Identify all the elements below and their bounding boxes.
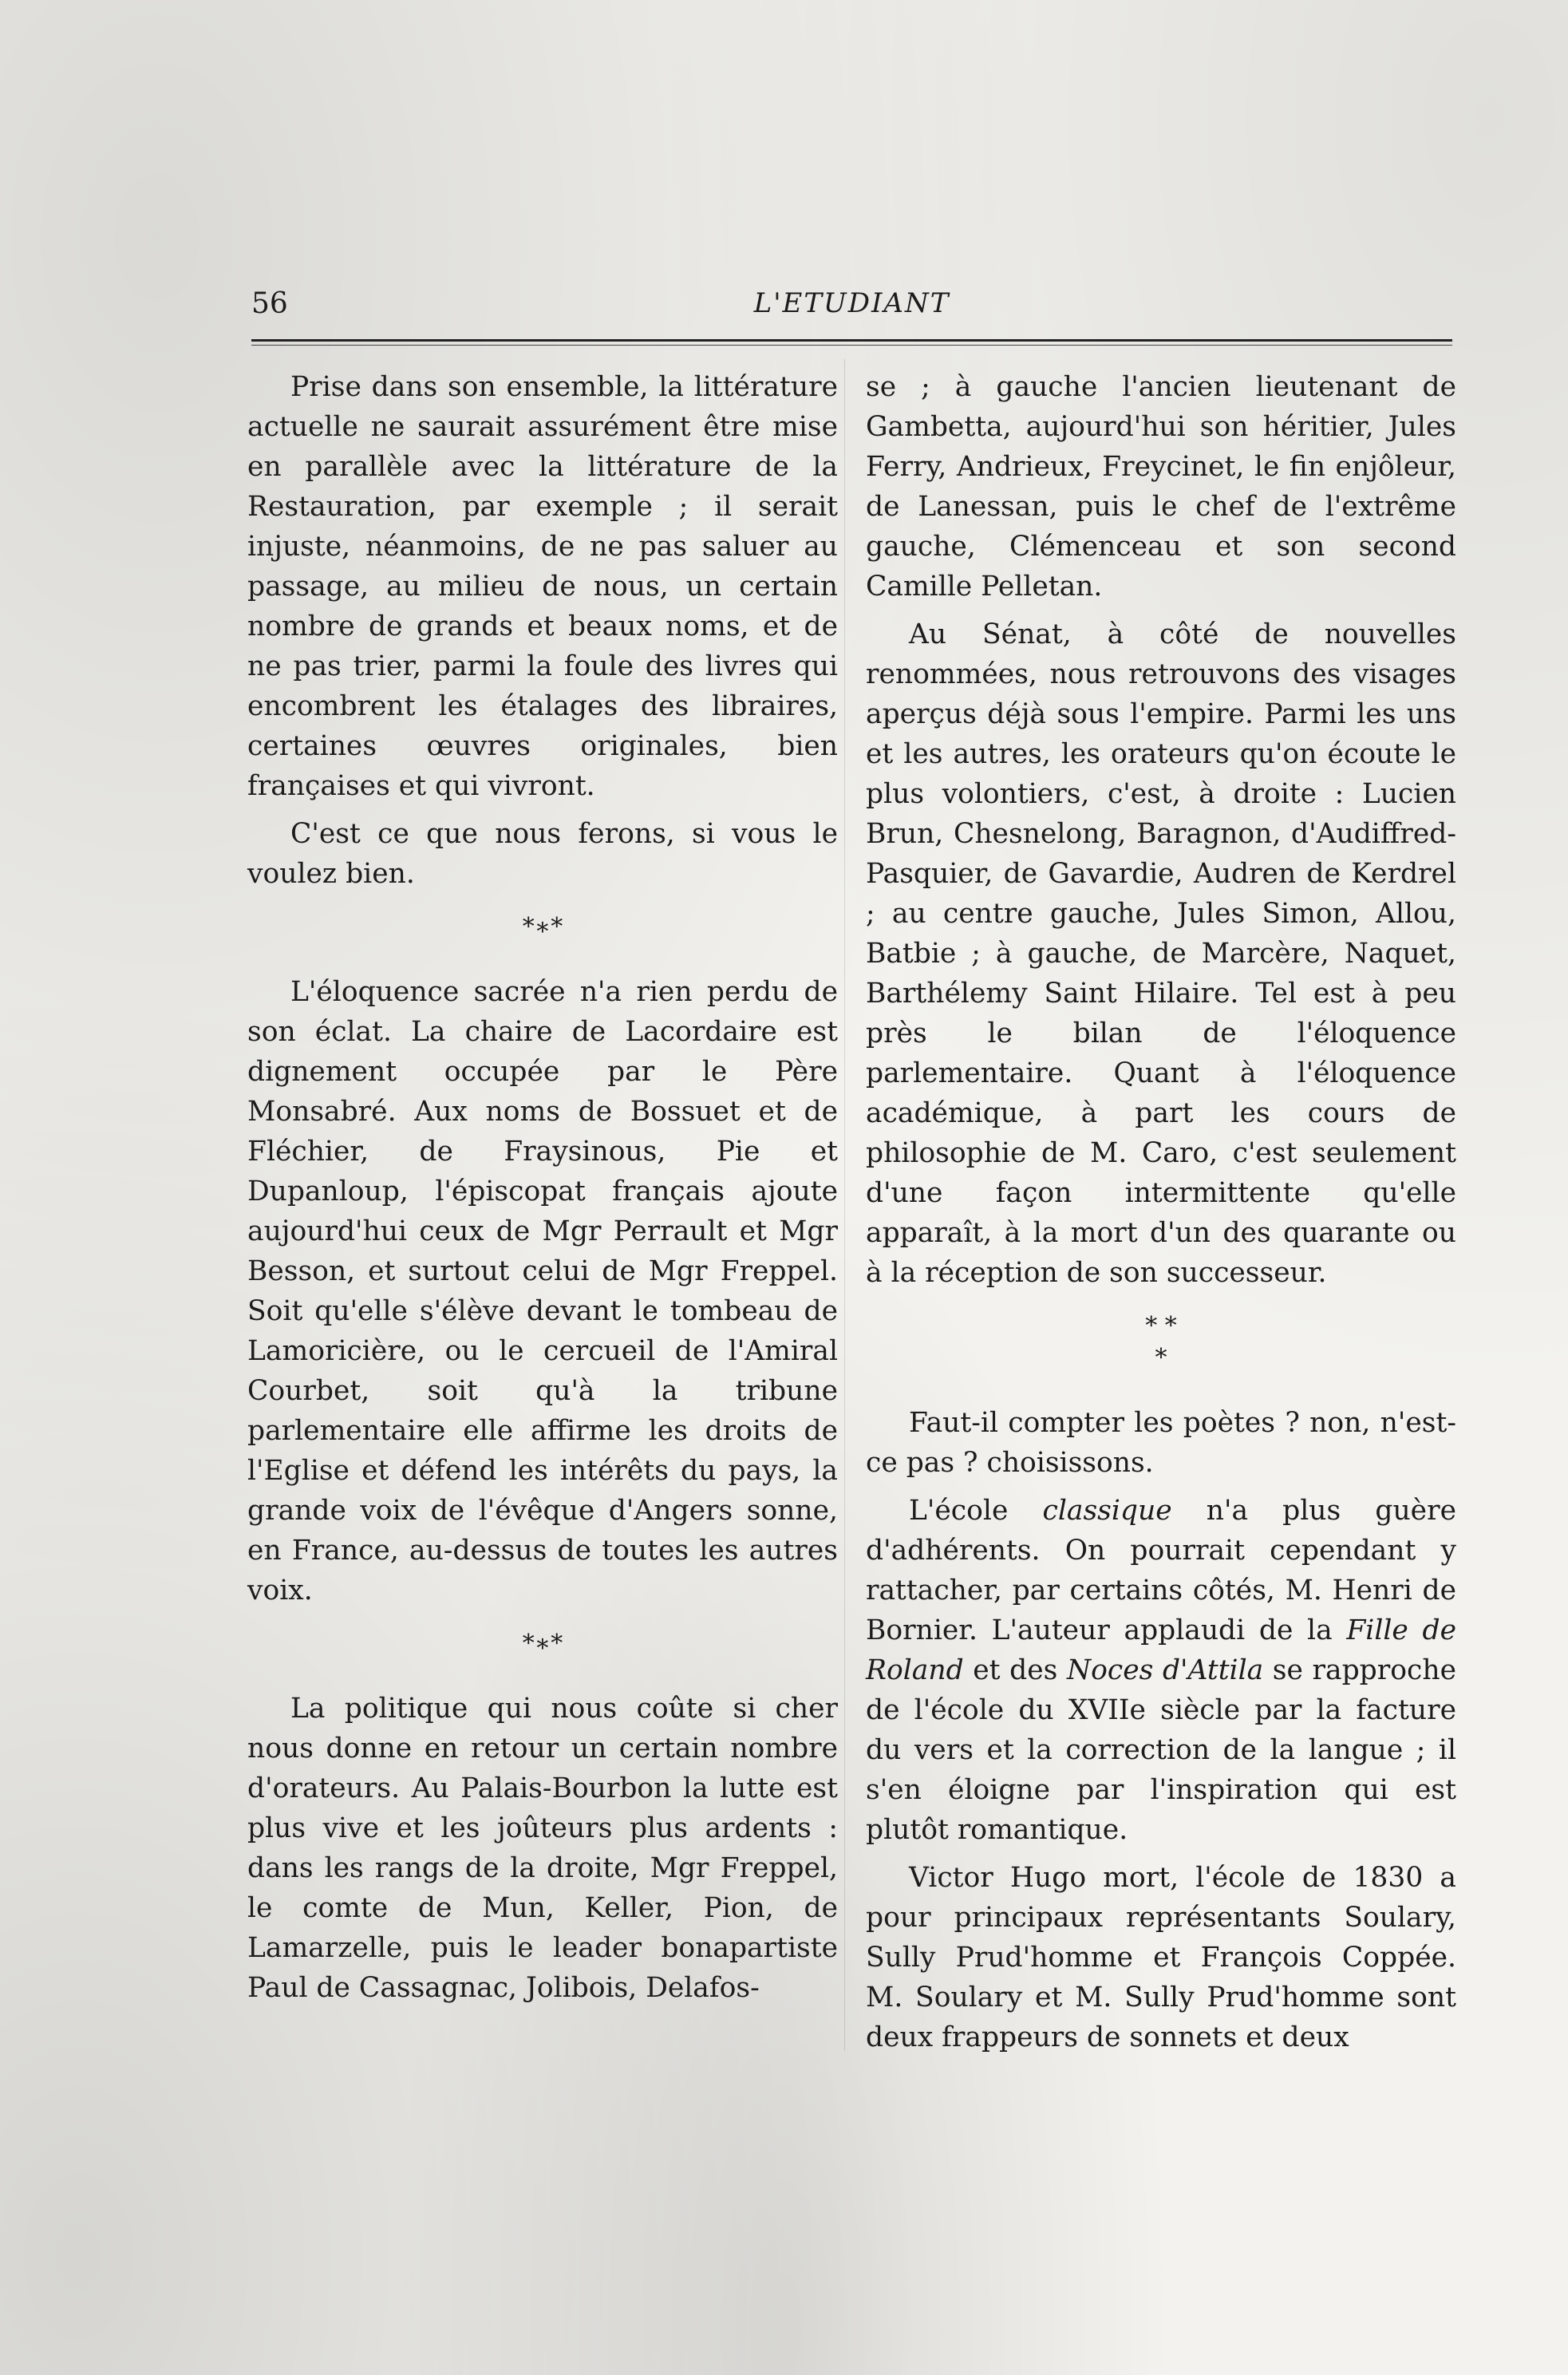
paragraph-eloquence-sacree: L'éloquence sacrée n'a rien perdu de son éclat. La chaire de Lacordaire est dignement occupée par le Père Monsabré. Aux noms de Bossuet et de Fléchier, de Fraysinous, Pie et Dupanloup, l'épiscopat français ajoute aujourd'hui ceux de Mgr Perrault et Mgr Besson, et surtout celui de Mgr Freppel. Soit qu'elle s'élève devant le tombeau de Lamoricière, ou le cercueil de l'Amiral Courbet, soit qu'à la tribune parlementaire elle affirme les droits de l'Eglise et défend les intérêts du pays, la grande voix de l'évêque d'Angers sonne, en France, au-dessus de toutes les autres voix. — [247, 976, 838, 1606]
text-run: et des — [963, 1654, 1067, 1686]
paragraph-nous-ferons: C'est ce que nous ferons, si vous le voulez bien. — [247, 818, 838, 890]
text-run: L'école — [909, 1495, 1043, 1527]
header-rule — [251, 339, 1452, 346]
left-column — [247, 367, 838, 2016]
paragraph-ecole-classique — [866, 1491, 1456, 1850]
section-separator: *∗* — [522, 913, 563, 941]
page-header — [251, 287, 1452, 335]
paragraph-senat: Au Sénat, à côté de nouvelles renommées, nous retrouvons des visages aperçus déjà sous l'empire. Parmi les uns et les autres, les orateurs qu'on écoute le plus volontiers, c'est, à droite : Lucien Brun, Chesnelong, Baragnon, d'Audiffred-Pasquier, de Gavardie, Audren de Kerdrel ; au centre gauche, Jules Simon, Allou, Batbie ; à gauche, de Marcère, Naquet, Barthélemy Saint Hilaire. Tel est à peu près le bilan de l'éloquence parlementaire. Quant à l'éloquence académique, à part les cours de philosophie de M. Caro, c'est seulement d'une façon intermittente qu'elle apparaît, à la mort d'un des quarante ou à la réception de son successeur. — [866, 618, 1456, 1289]
section-separator: *∗* — [522, 1630, 563, 1658]
column-gutter — [844, 359, 845, 2051]
page-number: 56 — [251, 287, 288, 320]
section-separator: * * * — [1145, 1312, 1177, 1372]
work-title: Noces d'Attila — [1066, 1654, 1264, 1686]
paragraph-litterature: Prise dans son ensemble, la littérature actuelle ne saurait assurément être mise en parallèle avec la littérature de la Restauration, par exemple ; il serait injuste, néanmoins, de ne pas saluer au passage, au milieu de nous, un certain nombre de grands et beaux noms, et de ne pas trier, parmi la foule des livres qui encombrent les étalages des libraires, certaines œuvres originales, bien françaises et qui vivront. — [247, 371, 838, 802]
running-title: L'ETUDIANT — [753, 287, 950, 319]
paragraph-poetes: Faut-il compter les poètes ? non, n'est-ce pas ? choisissons. — [866, 1407, 1456, 1479]
work-title: Fille de Roland — [866, 1614, 1456, 1686]
paragraph-continuation: se ; à gauche l'ancien lieutenant de Gambetta, aujourd'hui son héritier, Jules Ferry, Andrieux, Freycinet, le fin enjôleur, de Lanessan, puis le chef de l'extrême gauche, Clémenceau et son second Camille Pelletan. — [866, 371, 1456, 603]
paragraph-victor-hugo: Victor Hugo mort, l'école de 1830 a pour principaux représentants Soulary, Sully Prud'homme et François Coppée. M. Soulary et M. Sully Prud'homme sont deux frappeurs de sonnets et deux — [866, 1862, 1456, 2053]
text-run: se rapproche de l'école du XVIIe siècle par la facture du vers et la correction de la langue ; il s'en éloigne par l'inspiration qui est plutôt romantique. — [866, 1654, 1456, 1846]
right-column — [866, 367, 1456, 2065]
paragraph-politique: La politique qui nous coûte si cher nous donne en retour un certain nombre d'orateurs. Au Palais-Bourbon la lutte est plus vive et les joûteurs plus ardents : dans les rangs de la droite, Mgr Freppel, le comte de Mun, Keller, Pion, de Lamarzelle, puis le leader bonapartiste Paul de Cassagnac, Jolibois, Delafos- — [247, 1693, 838, 2004]
emphasis-classique: classique — [1042, 1495, 1172, 1527]
text-run: n'a plus guère d'adhérents. On pourrait cependant y rattacher, par certains côtés, M. Henri de Bornier. L'auteur applaudi de la — [866, 1495, 1456, 1646]
